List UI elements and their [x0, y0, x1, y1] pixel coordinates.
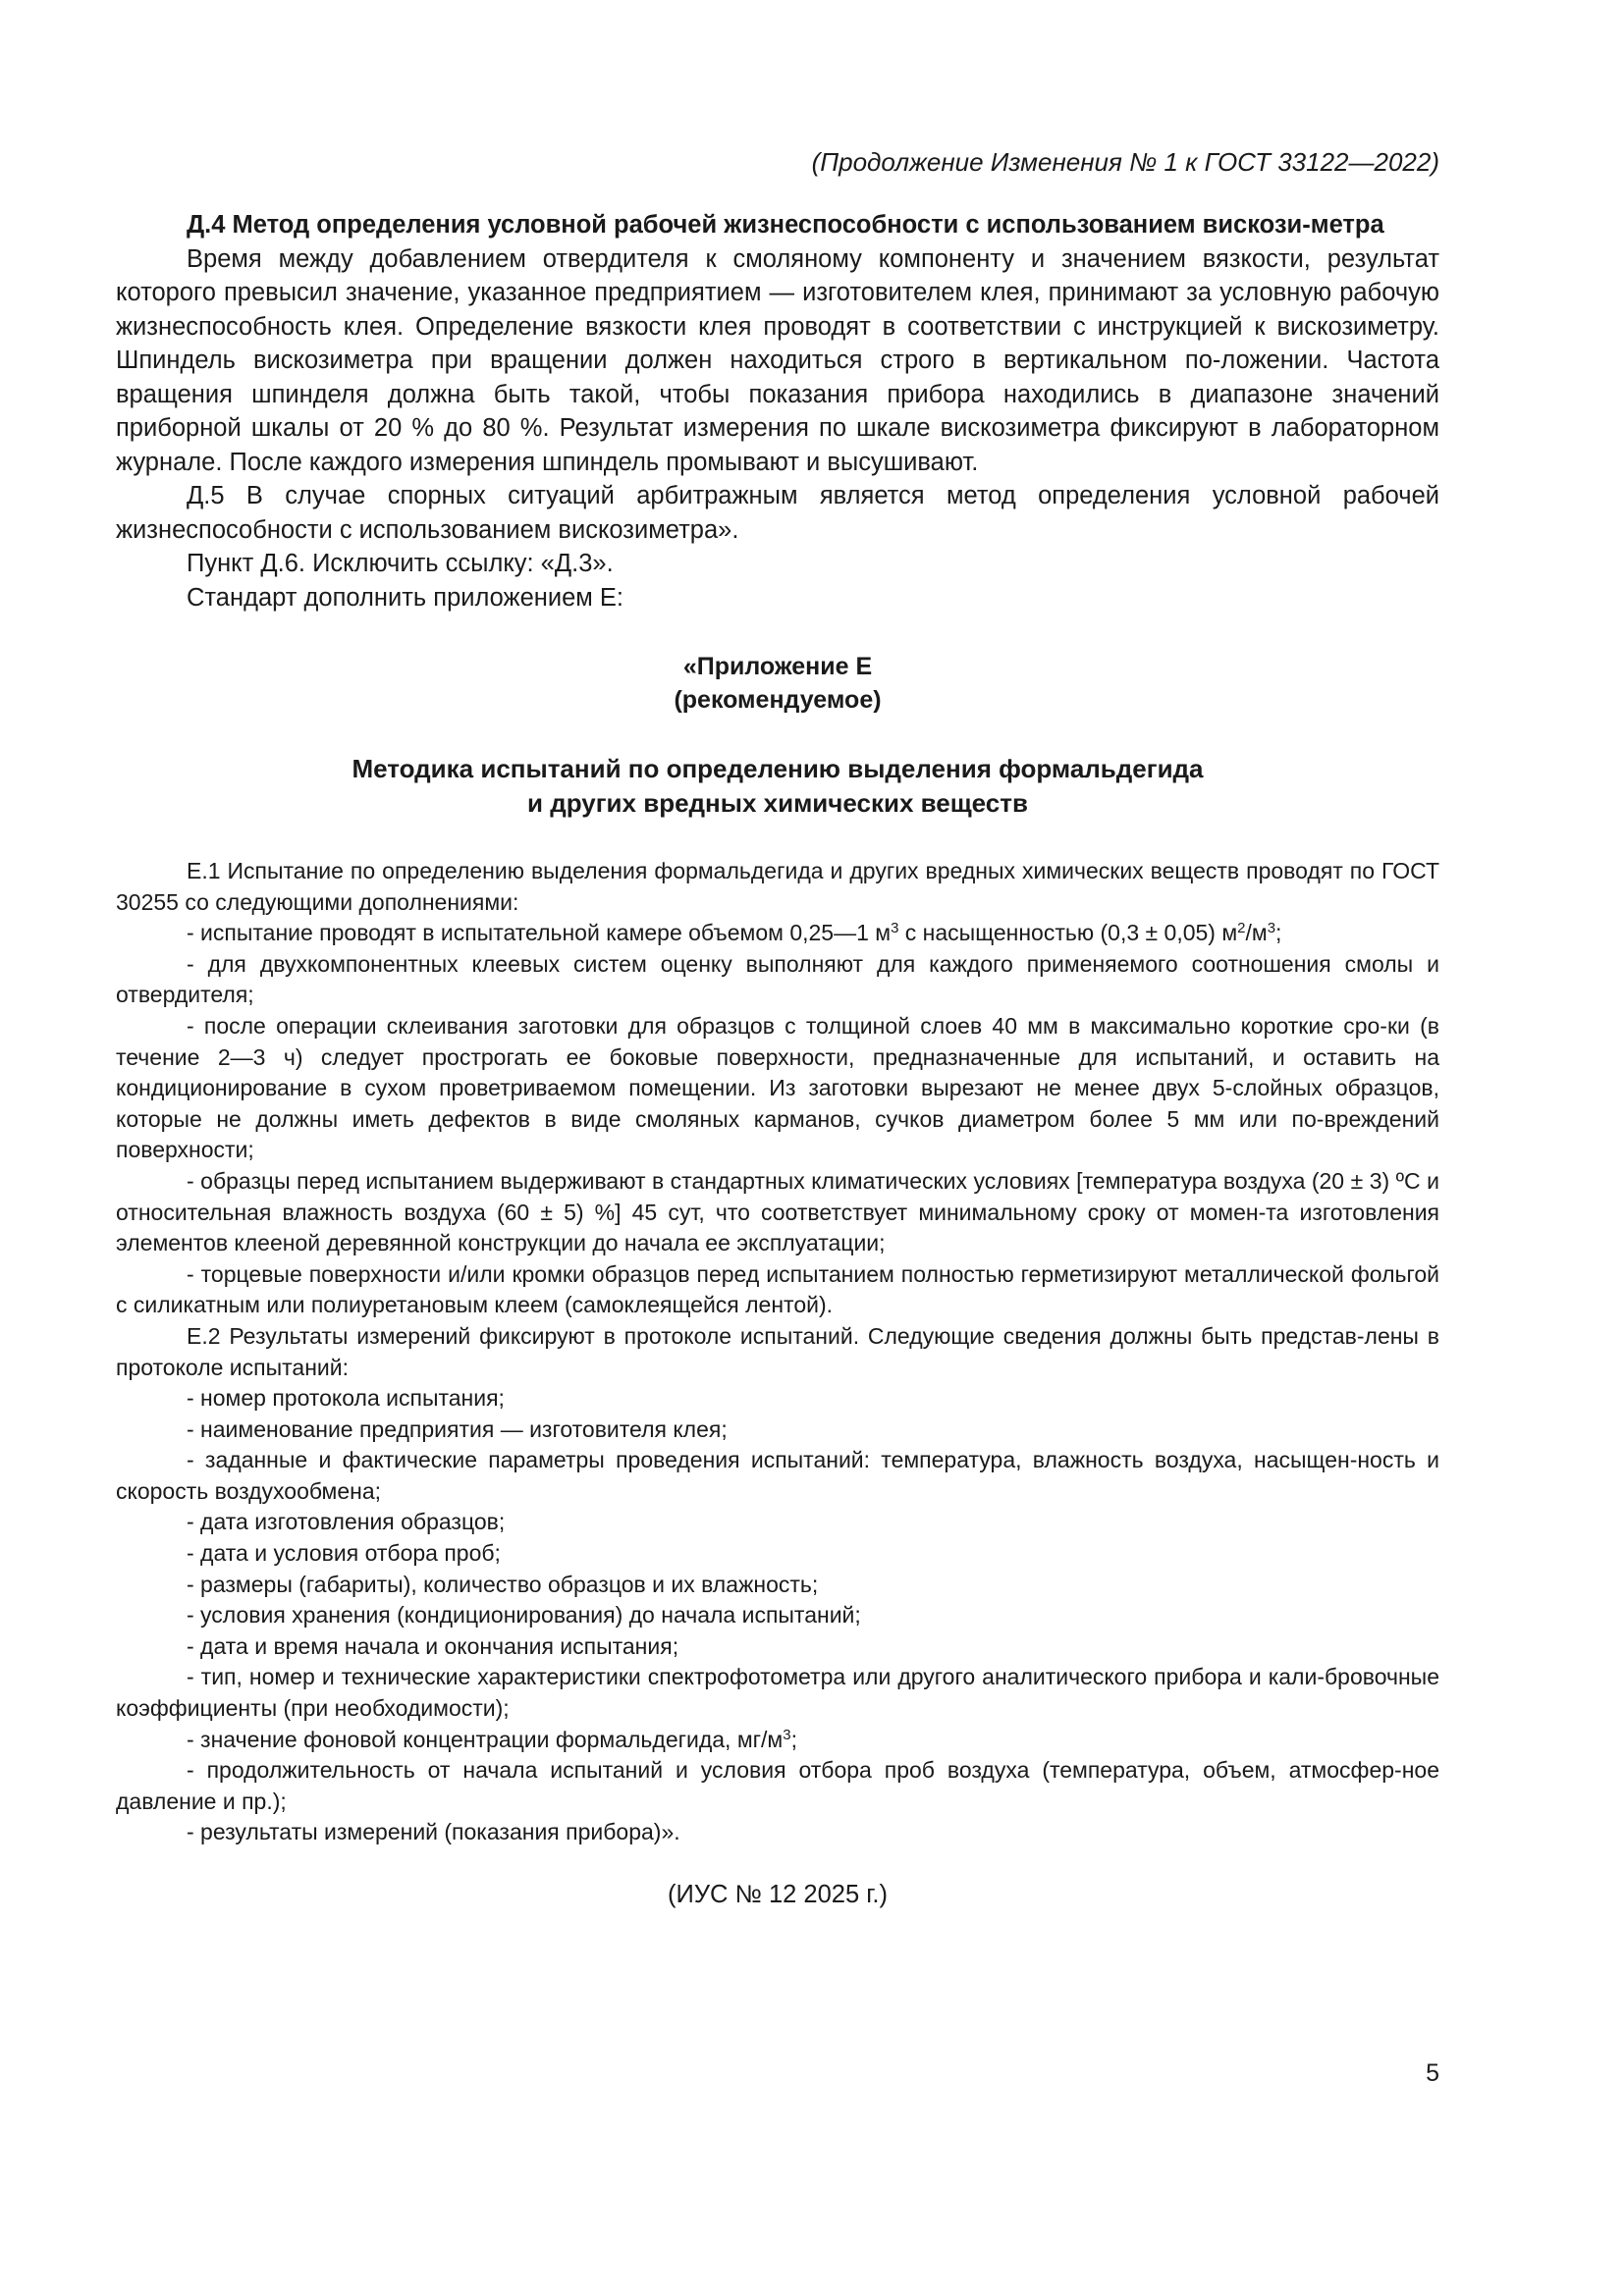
section-d5-text: Д.5 В случае спорных ситуаций арбитражным является метод определения условной рабочей жизнеспособности с использованием вискозиметра».	[116, 482, 1439, 544]
e2-list-item: - размеры (габариты), количество образцов и их влажность;	[187, 1571, 819, 1597]
appendix-label: «Приложение Е	[682, 653, 873, 680]
e2-list-item: - заданные и фактические параметры проведения испытаний: температура, влажность воздуха, насыщен-ность и скорость воздухообмена;	[116, 1447, 1439, 1504]
method-title-line1: Методика испытаний по определению выделения формальдегида	[352, 754, 1204, 783]
amendment-supplement: Стандарт дополнить приложением Е:	[187, 583, 624, 612]
e2-item-duration: - продолжительность от начала испытаний и условия отбора проб воздуха (температура, объем, атмосфер-ное давление и пр.);	[116, 1757, 1439, 1814]
e1-item-chamber-exp-volume2: 3	[1267, 919, 1275, 936]
e1-item-chamber-middle: с насыщенностью (0,3 ± 0,05) м	[898, 920, 1238, 946]
page-number: 5	[1426, 2059, 1439, 2087]
e1-item-conditioning: - образцы перед испытанием выдерживают в стандартных климатических условиях [температура воздуха (20 ± 3) ºС и относительная влажность воздуха (60 ± 5) %] 45 сут, что соответствует минимальному сроку от момен-та изготовления элементов клееной деревянной конструкции до начала ее эксплуатации;	[116, 1167, 1439, 1256]
method-title-line2: и других вредных химических веществ	[527, 788, 1028, 818]
amendment-d6: Пункт Д.6. Исключить ссылку: «Д.3».	[187, 550, 614, 577]
document-body	[116, 208, 1439, 1911]
e2-item-background-text: - значение фоновой концентрации формальдегида, мг/м	[187, 1726, 784, 1752]
method-title	[116, 752, 1439, 821]
e2-list-item: - номер протокола испытания;	[187, 1385, 505, 1412]
e2-item-results: - результаты измерений (показания прибора)».	[187, 1819, 680, 1845]
appendix-status: (рекомендуемое)	[674, 686, 882, 714]
e2-item-background-concentration	[116, 1725, 1439, 1756]
e1-item-sealing: - торцевые поверхности и/или кромки образцов перед испытанием полностью герметизируют металлической фольгой с силикатным или полиуретановым клеем (самоклеящейся лентой).	[116, 1260, 1439, 1318]
section-e1-intro: Е.1 Испытание по определению выделения формальдегида и других вредных химических веществ проводят по ГОСТ 30255 со следующими дополнениями:	[116, 858, 1439, 915]
e2-list-item: - тип, номер и технические характеристики спектрофотометра или другого аналитического прибора и кали-бровочные коэффициенты (при необходимости);	[116, 1664, 1439, 1722]
e2-list-item: - дата и условия отбора проб;	[187, 1540, 501, 1567]
section-d4-text: Время между добавлением отвердителя к смоляному компоненту и значением вязкости, результат которого превысил значение, указанное предприятием — изготовителем клея, принимают за условную рабочую жизнеспособность клея. Определение вязкости клея проводят в соответствии с инструкцией к вискозиметру. Шпиндель вискозиметра при вращении должен находиться строго в вертикальном по-ложении. Частота вращения шпинделя должна быть такой, чтобы показания прибора находились в диапазоне значений приборной шкалы от 20 % до 80 %. Результат измерения по шкале вискозиметра фиксируют в лабораторном журнале. После каждого измерения шпиндель промывают и высушивают.	[116, 244, 1439, 476]
e2-list-item: - дата изготовления образцов;	[187, 1509, 506, 1535]
e2-list-item: - условия хранения (кондиционирования) до начала испытаний;	[187, 1602, 861, 1629]
e1-item-chamber-exp-volume: 3	[891, 919, 899, 936]
e1-item-chamber-end: ;	[1275, 920, 1282, 946]
appendix-body	[116, 856, 1439, 1848]
appendix-heading	[116, 650, 1439, 717]
section-e2-intro: Е.2 Результаты измерений фиксируют в протоколе испытаний. Следующие сведения должны быть представ-лены в протоколе испытаний:	[116, 1322, 1439, 1380]
e2-item-background-exp: 3	[783, 1726, 791, 1743]
continuation-header: (Продолжение Изменения № 1 к ГОСТ 33122—2022)	[811, 147, 1439, 177]
e2-list-item: - наименование предприятия — изготовителя клея;	[187, 1415, 728, 1442]
e2-item-background-end: ;	[790, 1726, 797, 1752]
e1-item-chamber-exp-area: 2	[1237, 919, 1246, 936]
e1-item-chamber-slash: /м	[1245, 920, 1268, 946]
ius-reference: (ИУС № 12 2025 г.)	[668, 1881, 888, 1908]
e1-item-chamber	[116, 918, 1439, 949]
e2-list-item: - дата и время начала и окончания испытания;	[187, 1632, 679, 1659]
e1-item-two-component: - для двухкомпонентных клеевых систем оценку выполняют для каждого применяемого соотношения смолы и отвердителя;	[116, 950, 1439, 1008]
e1-item-gluing: - после операции склеивания заготовки для образцов с толщиной слоев 40 мм в максимально короткие сро-ки (в течение 2—3 ч) следует прострогать ее боковые поверхности, предназначенные для испытаний, и оставить на кондиционирование в сухом проветриваемом помещении. Из заготовки вырезают не менее двух 5-слойных образцов, которые не должны иметь дефектов в виде смоляных карманов, сучков диаметром более 5 мм или по-вреждений поверхности;	[116, 1012, 1439, 1163]
section-d4-title: Д.4 Метод определения условной рабочей жизнеспособности с использованием вискози-метра	[187, 211, 1384, 239]
section-d	[116, 208, 1439, 614]
e1-item-chamber-text: - испытание проводят в испытательной камере объемом 0,25—1 м	[187, 920, 892, 946]
